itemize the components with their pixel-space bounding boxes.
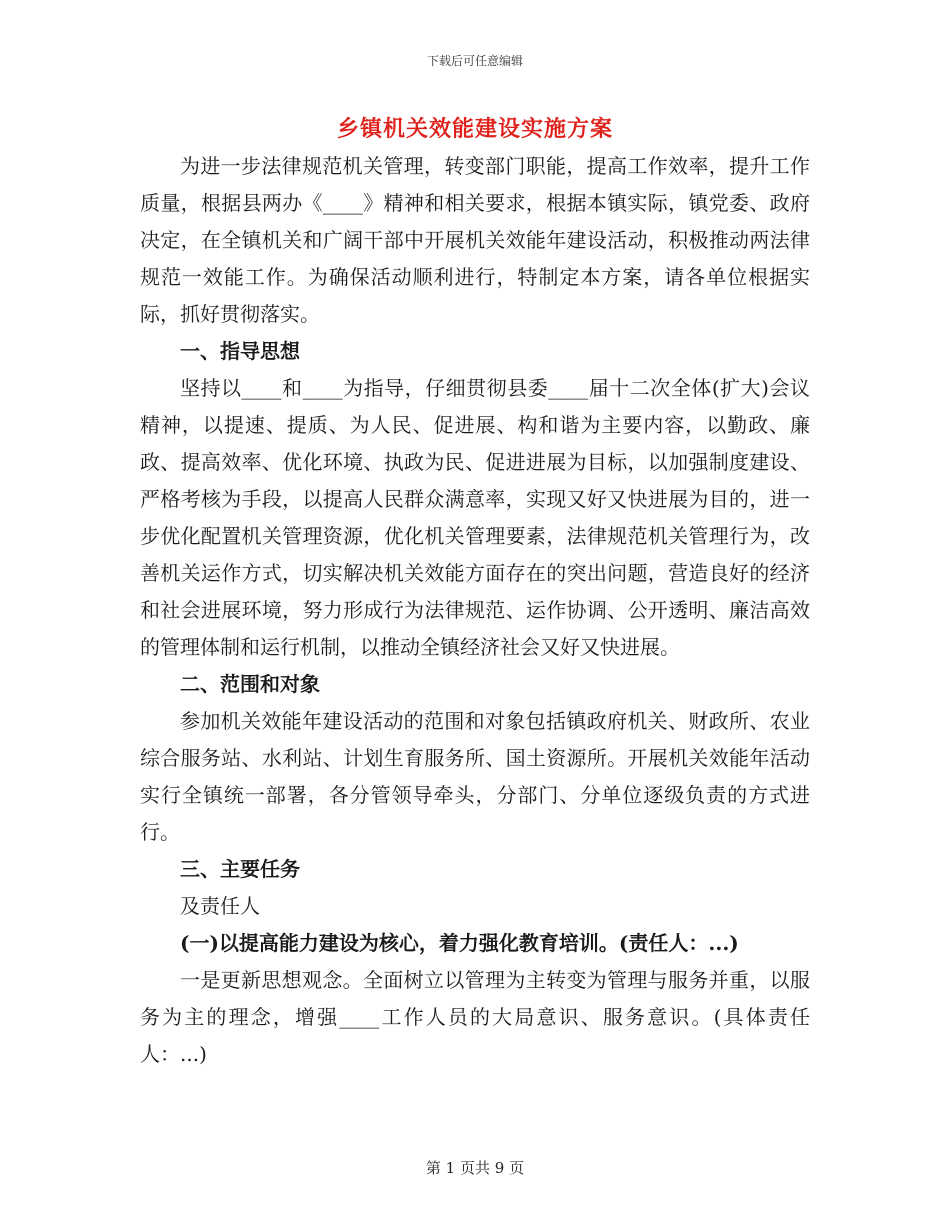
section-heading-scope: 二、范围和对象 bbox=[180, 672, 320, 696]
section-text-guiding-ideology: 坚持以____和____为指导，仔细贯彻县委____届十二次全体(扩大)会议精神，以提速、提质、为人民、促进展、构和谐为主要内容，以勤政、廉政、提高效率、优化环境、执政为民、促进进展为目标，以加强制度建设、严格考核为手段，以提高人民群众满意率，实现又好又快进展为目的，进一步优化配置机关管理资源，优化机关管理要素，法律规范机关管理行为，改善机关运作方式，切实解决机关效能方面存在的突出问题，营造良好的经济和社会进展环境，努力形成行为法律规范、运作协调、公开透明、廉洁高效的管理体制和运行机制，以推动全镇经济社会又好又快进展。 bbox=[140, 376, 810, 659]
section-heading-main-tasks: 三、主要任务 bbox=[180, 857, 300, 881]
section-text-scope: 参加机关效能年建设活动的范围和对象包括镇政府机关、财政所、农业综合服务站、水利站、计划生育服务所、国土资源所。开展机关效能年活动实行全镇统一部署，各分管领导牵头，分部门、分单位逐级负责的方式进行。 bbox=[140, 709, 810, 844]
section-heading-guiding-ideology: 一、指导思想 bbox=[180, 339, 300, 363]
section-subtext-responsible: 及责任人 bbox=[180, 894, 260, 918]
page-title: 乡镇机关效能建设实施方案 bbox=[336, 116, 613, 142]
task-item-text: 一是更新思想观念。全面树立以管理为主转变为管理与服务并重，以服务为主的理念，增强____工作人员的大局意识、服务意识。(具体责任人：...) bbox=[140, 968, 810, 1066]
header-note: 下载后可任意编辑 bbox=[426, 54, 523, 68]
page-indicator: 第 1 页共 9 页 bbox=[425, 1159, 525, 1177]
document-body bbox=[140, 148, 810, 1073]
intro-paragraph: 为进一步法律规范机关管理，转变部门职能，提高工作效率，提升工作质量，根据县两办《____》精神和相关要求，根据本镇实际，镇党委、政府决定，在全镇机关和广阔干部中开展机关效能年建设活动，积极推动两法律规范一效能工作。为确保活动顺利进行，特制定本方案，请各单位根据实际，抓好贯彻落实。 bbox=[140, 154, 810, 326]
task-item-heading: (一)以提高能力建设为核心，着力强化教育培训。(责任人：...) bbox=[180, 931, 739, 955]
